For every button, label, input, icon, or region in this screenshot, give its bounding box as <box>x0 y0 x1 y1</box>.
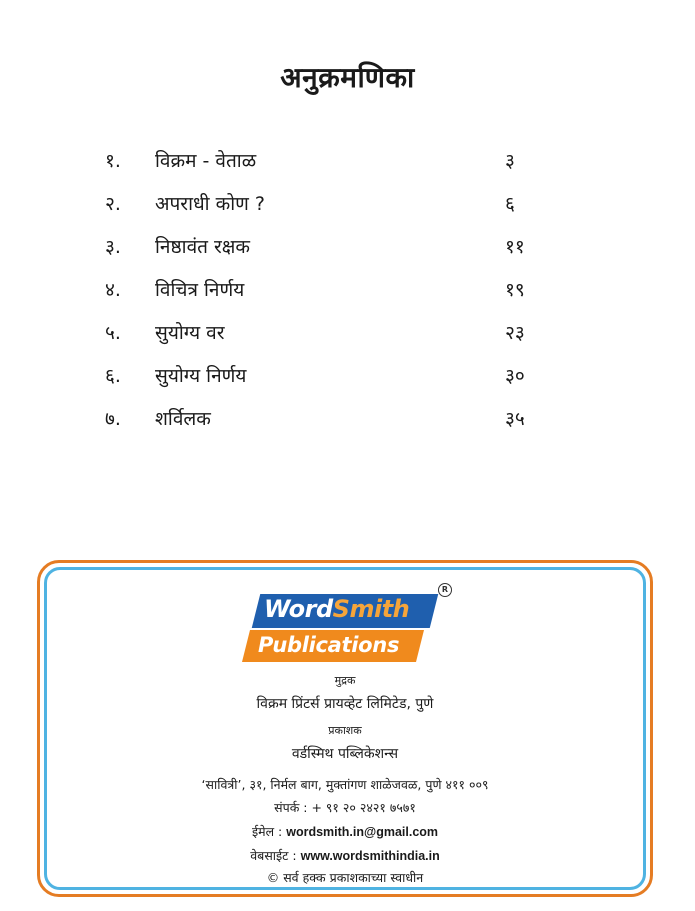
logo-publications: Publications <box>258 633 400 657</box>
toc-number: १. <box>105 150 121 172</box>
website-url: www.wordsmithindia.in <box>300 849 440 863</box>
toc-title: विक्रम - वेताळ <box>155 150 257 172</box>
publisher-name: वर्डस्मिथ पब्लिकेशन्स <box>291 746 399 762</box>
toc-page: २३ <box>505 322 525 344</box>
toc-number: ५. <box>105 322 121 344</box>
email-label: ईमेल : <box>251 824 283 839</box>
logo-word-part: Word <box>264 595 333 623</box>
toc-title: शर्विलक <box>155 408 211 430</box>
publisher-label: प्रकाशक <box>328 724 362 737</box>
toc-number: ४. <box>105 279 121 301</box>
toc-page: १९ <box>505 279 525 301</box>
toc-entry <box>100 269 540 312</box>
phone-number: + ९१ २० २४२१ ७५७१ <box>311 800 416 815</box>
logo-wordmark <box>264 595 409 623</box>
toc-entry <box>100 183 540 226</box>
logo-word-accent: Smith <box>332 595 410 623</box>
toc-entry <box>100 226 540 269</box>
toc-number: ३. <box>105 236 121 258</box>
toc-page: ३ <box>505 150 515 172</box>
email-line <box>44 823 646 840</box>
page-title: अनुक्रमणिका <box>280 61 415 94</box>
toc-title: सुयोग्य वर <box>155 322 225 344</box>
toc-entry <box>100 355 540 398</box>
email-address: wordsmith.in@gmail.com <box>286 825 439 839</box>
toc-number: ६. <box>105 365 121 387</box>
toc-page: ३५ <box>505 408 525 430</box>
copyright-notice: © सर्व हक्क प्रकाशकाच्या स्वाधीन <box>266 870 424 885</box>
table-of-contents <box>100 140 540 441</box>
toc-title: अपराधी कोण ? <box>155 193 266 215</box>
publisher-logo <box>244 592 454 664</box>
toc-title: विचित्र निर्णय <box>155 279 245 301</box>
website-label: वेबसाईट : <box>250 848 297 863</box>
printer-name: विक्रम प्रिंटर्स प्रायव्हेट लिमिटेड, पुणे <box>256 696 434 712</box>
registered-mark: R <box>438 583 452 597</box>
toc-entry <box>100 140 540 183</box>
phone-label: संपर्क : <box>274 800 308 815</box>
printer-label: मुद्रक <box>334 674 356 687</box>
phone-line <box>44 799 646 816</box>
publisher-address: ‘सावित्री’, ३१, निर्मल बाग, मुक्तांगण शाळेजवळ, पुणे ४११ ००९ <box>201 777 489 792</box>
toc-title: सुयोग्य निर्णय <box>155 365 247 387</box>
toc-page: ३० <box>505 365 525 387</box>
toc-entry <box>100 312 540 355</box>
website-line <box>44 847 646 864</box>
toc-page: ६ <box>505 193 515 215</box>
toc-entry <box>100 398 540 441</box>
toc-title: निष्ठावंत रक्षक <box>155 236 250 258</box>
toc-number: २. <box>105 193 121 215</box>
toc-number: ७. <box>105 408 121 430</box>
toc-page: ११ <box>505 236 525 258</box>
